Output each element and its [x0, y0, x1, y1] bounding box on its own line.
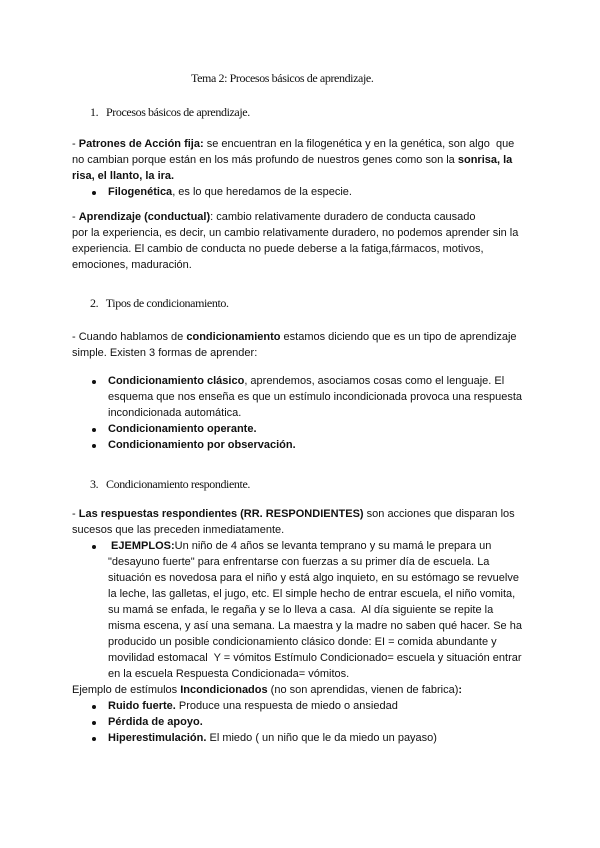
- paragraph-line: [72, 258, 192, 272]
- text-run: son acciones que disparan los: [363, 508, 515, 520]
- text-run: "desayuno fuerte" para enfrentarse con fuerzas a su primer día de escuela. La: [108, 556, 490, 568]
- bullet-icon: [92, 428, 96, 432]
- text-run: se encuentran en la filogenética y en la genética, son algo que: [203, 138, 515, 150]
- section-heading: [90, 105, 250, 119]
- paragraph-line: [108, 555, 489, 569]
- text-run: su mamá se enfada, le regaña y se lo lleva a casa. Al día siguiente se repite la: [108, 604, 494, 616]
- text-run: emociones, maduración.: [72, 259, 192, 271]
- text-run: , es lo que heredamos de la especie.: [172, 186, 352, 198]
- text-run: Condicionamiento operante.: [108, 423, 257, 435]
- text-run: Hiperestimulación.: [108, 732, 207, 744]
- paragraph-line: [108, 635, 497, 649]
- bullet-icon: [92, 721, 96, 725]
- text-run: situación es novedosa para el niño y está algo inquieto, en su estómago se revuelve: [108, 572, 519, 584]
- paragraph-line: [72, 523, 284, 537]
- bullet-item: [108, 374, 504, 388]
- text-run: Ruido fuerte.: [108, 700, 176, 712]
- paragraph-line: [108, 587, 515, 601]
- text-run: - Cuando hablamos de: [72, 331, 187, 343]
- paragraph-line: [72, 330, 517, 344]
- bullet-item: [108, 731, 437, 745]
- text-run: Ejemplo de estímulos: [72, 684, 181, 696]
- text-run: sonrisa, la: [457, 154, 513, 166]
- text-run: movilidad estomacal Y = vómitos Estímulo Condicionado= escuela y situación entrar: [108, 652, 522, 664]
- document-title: [191, 71, 373, 85]
- text-run: Filogenética: [108, 186, 173, 198]
- paragraph-line: [72, 210, 476, 224]
- text-run: Condicionamiento por observación.: [108, 439, 296, 451]
- paragraph-line: [72, 137, 514, 151]
- text-run: Patrones de Acción fija:: [78, 138, 204, 150]
- text-run: Pérdida de apoyo.: [108, 716, 203, 728]
- text-run: esquema que nos enseña es que un estímulo incondicionada provoca una respuesta: [108, 391, 523, 403]
- paragraph-line: [72, 153, 512, 167]
- text-run: (no son aprendidas, vienen de fabrica): [267, 684, 459, 696]
- paragraph-line: [72, 226, 518, 240]
- text-run: EJEMPLOS:: [108, 540, 175, 552]
- text-run: Un niño de 4 años se levanta temprano y su mamá le prepara un: [174, 540, 492, 552]
- paragraph-line: [72, 683, 462, 697]
- text-run: simple. Existen 3 formas de aprender:: [72, 347, 258, 359]
- text-run: no cambian porque están en los más profundo de nuestros genes como son la: [72, 154, 458, 166]
- paragraph-line: [108, 619, 522, 633]
- text-run: -: [72, 211, 79, 223]
- text-run: Condicionamiento clásico: [108, 375, 245, 387]
- bullet-item: [108, 539, 491, 553]
- paragraph-line: [72, 507, 515, 521]
- bullet-icon: [92, 444, 96, 448]
- bullet-icon: [92, 191, 96, 195]
- paragraph-line: [108, 603, 493, 617]
- paragraph-line: [72, 346, 257, 360]
- bullet-icon: [92, 705, 96, 709]
- text-run: Incondicionados: [180, 684, 268, 696]
- text-run: Las respuestas respondientes (RR. RESPONDIENTES): [78, 508, 364, 520]
- text-run: :: [458, 684, 463, 696]
- text-run: incondicionada automática.: [108, 407, 242, 419]
- paragraph-line: [108, 390, 522, 404]
- bullet-item: [108, 438, 296, 452]
- text-run: , aprendemos, asociamos cosas como el lenguaje. El: [244, 375, 505, 387]
- text-run: Tema 2: Procesos básicos de aprendizaje.: [191, 71, 374, 85]
- text-run: en la escuela Respuesta Condicionada= vómitos.: [108, 668, 350, 680]
- paragraph-line: [72, 242, 484, 256]
- paragraph-line: [108, 651, 522, 665]
- text-run: sucesos que las preceden inmediatamente.: [72, 524, 285, 536]
- text-run: Produce una respuesta de miedo o ansiedad: [175, 700, 398, 712]
- bullet-icon: [92, 380, 96, 384]
- text-run: estamos diciendo que es un tipo de aprendizaje: [280, 331, 517, 343]
- text-run: 2. Tipos de condicionamiento.: [90, 296, 229, 310]
- section-heading: [90, 477, 250, 491]
- paragraph-line: [108, 571, 519, 585]
- text-run: por la experiencia, es decir, un cambio relativamente duradero, no podemos aprender sin la: [72, 227, 519, 239]
- bullet-item: [108, 699, 398, 713]
- text-run: experiencia. El cambio de conducta no puede deberse a la fatiga,fármacos, motivos,: [72, 243, 484, 255]
- text-run: risa, el llanto, la ira.: [72, 170, 175, 182]
- bullet-icon: [92, 545, 96, 549]
- text-run: la leche, las galletas, el jugo, etc. El simple hecho de entrar escuela, el niño vomita,: [108, 588, 516, 600]
- text-run: -: [72, 138, 79, 150]
- bullet-item: [108, 185, 352, 199]
- paragraph-line: [108, 667, 349, 681]
- text-run: -: [72, 508, 79, 520]
- text-run: : cambio relativamente duradero de conducta causado: [210, 211, 476, 223]
- section-heading: [90, 296, 229, 310]
- text-run: 3. Condicionamiento respondiente.: [90, 477, 250, 491]
- text-run: El miedo ( un niño que le da miedo un payaso): [206, 732, 437, 744]
- paragraph-line: [108, 406, 241, 420]
- bullet-icon: [92, 737, 96, 741]
- bullet-item: [108, 715, 203, 729]
- text-run: 1. Procesos básicos de aprendizaje.: [90, 105, 250, 119]
- text-run: misma escena, y así una semana. La maestra y la madre no saben qué hacer. Se ha: [108, 620, 522, 632]
- bullet-item: [108, 422, 257, 436]
- text-run: condicionamiento: [186, 331, 281, 343]
- text-run: Aprendizaje (conductual): [78, 211, 211, 223]
- paragraph-line: [72, 169, 174, 183]
- text-run: producido un posible condicionamiento clásico donde: EI = comida abundante y: [108, 636, 497, 648]
